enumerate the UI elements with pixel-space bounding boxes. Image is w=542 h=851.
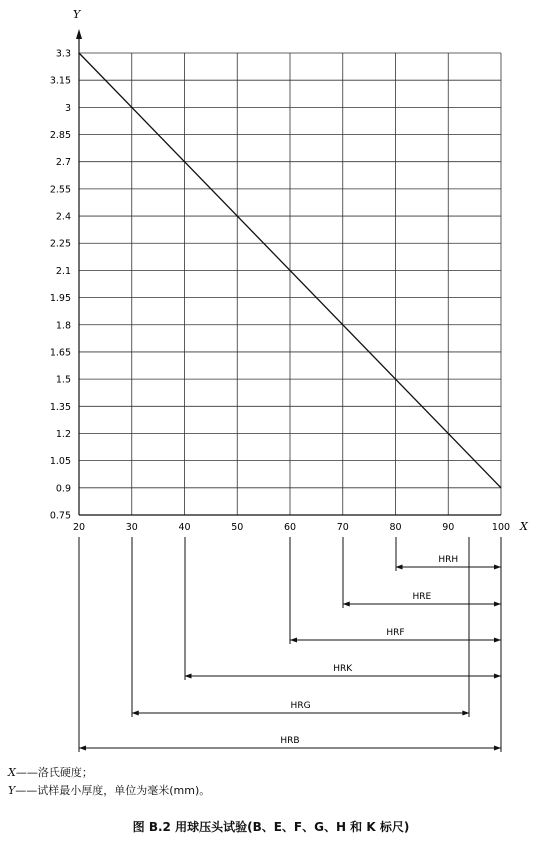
range-label: HRK (333, 664, 353, 674)
axes (76, 29, 501, 515)
y-tick-label: 3.3 (55, 48, 71, 60)
range-label: HRF (386, 628, 405, 638)
y-tick-label: 2.25 (49, 238, 71, 250)
x-axis-label: X (520, 520, 528, 533)
range-arrow-right (494, 638, 501, 643)
range-arrow-left (185, 674, 192, 679)
y-tick-label: 0.9 (55, 483, 71, 495)
range-arrow-left (396, 565, 403, 570)
range-arrow-left (79, 746, 86, 751)
y-tick-label: 1.65 (49, 347, 71, 359)
range-arrow-left (290, 638, 297, 643)
range-arrow-right (494, 674, 501, 679)
x-tick-label: 50 (231, 522, 244, 533)
x-tick-label: 80 (389, 522, 402, 533)
legend-y-key: Y (8, 784, 16, 797)
x-tick-label: 60 (283, 522, 297, 533)
legend-x (8, 764, 93, 780)
y-tick-label: 3 (64, 102, 71, 114)
x-tick-label: 20 (72, 522, 86, 533)
y-tick-label: 3.15 (49, 75, 71, 87)
range-label: HRB (280, 736, 300, 746)
legend-y-text: ——试样最小厚度，单位为毫米(mm)。 (15, 784, 211, 797)
y-tick-label: 1.95 (49, 293, 71, 305)
grid (79, 53, 501, 515)
scale-ranges (79, 537, 501, 752)
figure-caption: 图 B.2 用球压头试验(B、E、F、G、H 和 K 标尺) (132, 820, 410, 834)
y-tick-label: 1.05 (49, 456, 71, 468)
range-arrow-left (343, 602, 350, 607)
legend-x-key: X (8, 766, 16, 779)
range-arrow-right (494, 602, 501, 607)
x-tick-label: 40 (178, 522, 191, 533)
y-axis-label: Y (73, 8, 81, 21)
legend-y (8, 782, 210, 798)
x-tick-label: 70 (336, 522, 349, 533)
range-label: HRG (290, 701, 311, 711)
range-label: HRH (438, 555, 459, 565)
range-arrow-left (132, 711, 139, 716)
range-label: HRE (412, 592, 432, 602)
y-tick-label: 2.85 (49, 130, 71, 142)
x-tick-label: 100 (491, 522, 511, 533)
range-arrow-right (494, 746, 501, 751)
x-tick-label: 30 (125, 522, 138, 533)
y-tick-label: 2.55 (49, 184, 71, 196)
y-tick-label: 2.7 (55, 157, 71, 169)
range-arrow-right (494, 565, 501, 570)
y-tick-label: 1.5 (55, 374, 71, 386)
y-tick-label: 1.35 (49, 401, 71, 413)
y-tick-label: 2.4 (55, 211, 71, 223)
y-axis-arrow (76, 29, 82, 39)
y-tick-label: 2.1 (55, 265, 71, 277)
range-arrow-right (462, 711, 469, 716)
y-tick-label: 1.2 (55, 428, 71, 440)
y-tick-label: 0.75 (49, 510, 71, 522)
legend-x-text: ——洛氏硬度； (15, 766, 93, 779)
x-tick-label: 90 (442, 522, 455, 533)
y-tick-label: 1.8 (55, 320, 71, 332)
